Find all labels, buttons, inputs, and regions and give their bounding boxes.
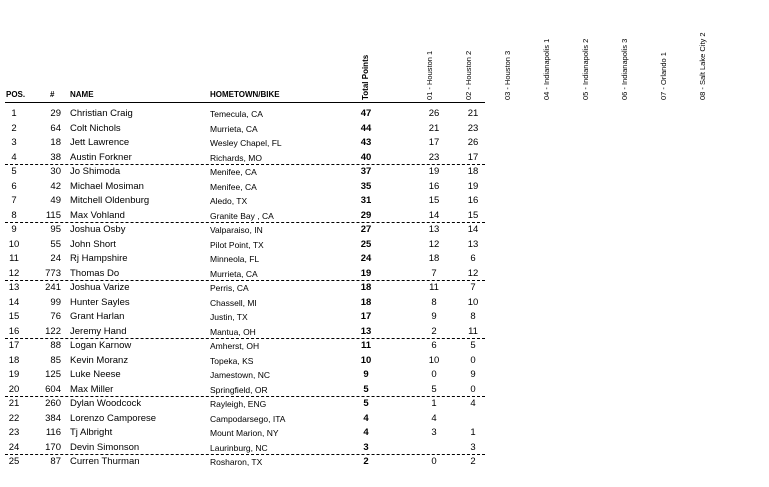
cell-pos: 7 <box>11 195 17 206</box>
cell-pos: 23 <box>8 427 20 438</box>
cell-home: Aledo, TX <box>210 196 248 206</box>
cell-name: Devin Simonson <box>70 441 140 453</box>
cell-num: 125 <box>45 369 61 380</box>
cell-home: Valparaiso, IN <box>210 225 263 235</box>
cell-num: 29 <box>50 108 61 119</box>
cell-pos: 25 <box>8 456 20 467</box>
cell-total: 44 <box>360 122 372 134</box>
cell-r1: 16 <box>428 180 440 192</box>
cell-home: Richards, MO <box>210 152 262 163</box>
table-row <box>0 383 769 397</box>
cell-num: 88 <box>50 340 61 351</box>
cell-num: 38 <box>50 151 61 163</box>
table-row <box>0 267 769 281</box>
table-row <box>0 107 769 121</box>
cell-home: Murrieta, CA <box>210 123 258 134</box>
table-row <box>0 310 769 324</box>
cell-name: Lorenzo Camporese <box>70 412 157 424</box>
cell-num: 85 <box>50 354 61 366</box>
cell-r2: 12 <box>467 267 479 279</box>
cell-total: 19 <box>360 267 372 279</box>
cell-r1: 8 <box>431 296 437 308</box>
cell-home: Perris, CA <box>210 283 249 293</box>
cell-pos: 21 <box>8 398 20 409</box>
cell-r2: 10 <box>467 296 479 308</box>
cell-name: Michael Mosiman <box>70 180 144 192</box>
cell-r1: 0 <box>431 369 437 380</box>
header-divider <box>5 102 485 103</box>
cell-name: Jeremy Hand <box>70 325 127 337</box>
cell-name: Hunter Sayles <box>70 296 130 308</box>
cell-total: 43 <box>360 137 372 148</box>
cell-pos: 3 <box>11 137 17 148</box>
header-round-3: 03 - Houston 3 <box>503 50 512 100</box>
cell-r2: 9 <box>470 369 476 380</box>
cell-name: Jett Lawrence <box>70 137 130 148</box>
cell-total: 27 <box>360 224 372 235</box>
cell-name: Tj Albright <box>70 427 113 438</box>
cell-name: Dylan Woodcock <box>70 398 142 409</box>
cell-pos: 2 <box>11 122 17 134</box>
cell-num: 64 <box>50 122 61 134</box>
cell-r2: 16 <box>467 195 479 206</box>
table-row <box>0 180 769 194</box>
cell-total: 13 <box>360 325 372 337</box>
cell-r1: 11 <box>429 282 439 293</box>
table-row <box>0 281 769 295</box>
cell-total: 18 <box>360 282 372 293</box>
table-row <box>0 325 769 339</box>
table-row <box>0 397 769 411</box>
cell-num: 384 <box>45 412 61 424</box>
cell-r2: 26 <box>467 137 479 148</box>
cell-pos: 24 <box>8 441 20 453</box>
table-row <box>0 354 769 368</box>
cell-home: Menifee, CA <box>210 181 257 192</box>
cell-total: 29 <box>360 209 372 221</box>
cell-num: 773 <box>45 267 61 279</box>
cell-pos: 19 <box>8 369 20 380</box>
table-row <box>0 339 769 353</box>
cell-home: Granite Bay , CA <box>210 210 274 221</box>
table-row <box>0 223 769 237</box>
cell-total: 4 <box>363 427 369 438</box>
cell-r2: 1 <box>470 427 476 438</box>
header-hometown: HOMETOWN/BIKE <box>210 90 280 99</box>
cell-r2: 7 <box>470 282 476 293</box>
cell-name: Logan Karnow <box>70 340 132 351</box>
cell-name: Thomas Do <box>70 267 120 279</box>
cell-home: Jamestown, NC <box>210 370 270 380</box>
cell-r1: 3 <box>431 427 437 438</box>
cell-r1: 1 <box>431 398 437 409</box>
cell-r2: 18 <box>467 166 479 177</box>
cell-home: Mantua, OH <box>210 326 256 337</box>
cell-home: Mount Marion, NY <box>210 428 279 438</box>
cell-num: 116 <box>45 427 61 438</box>
header-pos: POS. <box>6 90 26 99</box>
table-row <box>0 426 769 440</box>
cell-pos: 11 <box>9 253 19 264</box>
table-row <box>0 136 769 150</box>
cell-home: Justin, TX <box>210 312 248 322</box>
table-row <box>0 209 769 223</box>
cell-pos: 1 <box>11 108 17 119</box>
cell-num: 24 <box>50 253 61 264</box>
cell-num: 115 <box>45 209 61 221</box>
cell-num: 18 <box>50 137 61 148</box>
table-row <box>0 441 769 455</box>
cell-name: Colt Nichols <box>70 122 121 134</box>
cell-num: 604 <box>45 383 61 395</box>
cell-pos: 18 <box>8 354 20 366</box>
cell-name: Jo Shimoda <box>70 166 121 177</box>
cell-r2: 8 <box>470 311 476 322</box>
cell-pos: 6 <box>11 180 17 192</box>
cell-home: Rosharon, TX <box>210 457 263 467</box>
cell-num: 87 <box>50 456 61 467</box>
cell-total: 11 <box>360 340 372 351</box>
cell-pos: 5 <box>11 166 17 177</box>
cell-r1: 13 <box>428 224 440 235</box>
cell-home: Menifee, CA <box>210 167 257 177</box>
cell-total: 31 <box>360 195 372 206</box>
table-row <box>0 296 769 310</box>
table-row <box>0 252 769 266</box>
cell-pos: 16 <box>8 325 20 337</box>
table-row <box>0 455 769 469</box>
cell-r2: 6 <box>470 253 476 264</box>
cell-pos: 22 <box>8 412 20 424</box>
cell-home: Wesley Chapel, FL <box>210 138 282 148</box>
cell-r1: 7 <box>431 267 437 279</box>
cell-r2: 2 <box>470 456 476 467</box>
cell-num: 76 <box>50 311 61 322</box>
cell-total: 4 <box>363 412 369 424</box>
header-round-5: 05 - Indianapolis 2 <box>581 38 590 100</box>
header-round-7: 07 - Orlando 1 <box>659 52 668 100</box>
cell-total: 5 <box>363 383 369 395</box>
cell-num: 55 <box>50 238 61 250</box>
cell-r1: 5 <box>431 383 437 395</box>
header-name: NAME <box>70 90 94 99</box>
cell-r1: 10 <box>428 354 440 366</box>
header-total-points: Total Points <box>361 54 370 100</box>
cell-r1: 0 <box>431 456 437 467</box>
cell-r1: 19 <box>428 166 440 177</box>
cell-total: 3 <box>363 441 369 453</box>
cell-total: 10 <box>360 354 372 366</box>
cell-name: Joshua Varize <box>70 282 130 293</box>
cell-pos: 10 <box>8 238 20 250</box>
cell-pos: 17 <box>8 340 20 351</box>
table-row <box>0 122 769 136</box>
cell-name: Max Vohland <box>70 209 125 221</box>
cell-pos: 14 <box>8 296 20 308</box>
cell-pos: 13 <box>8 282 20 293</box>
header-round-8: 08 - Salt Lake City 2 <box>698 32 707 100</box>
cell-total: 47 <box>360 108 372 119</box>
cell-pos: 20 <box>8 383 20 395</box>
header-round-2: 02 - Houston 2 <box>464 50 473 100</box>
cell-num: 241 <box>45 282 61 293</box>
cell-home: Amherst, OH <box>210 341 260 351</box>
table-row <box>0 368 769 382</box>
table-row <box>0 151 769 165</box>
cell-total: 5 <box>363 398 369 409</box>
table-row <box>0 194 769 208</box>
cell-total: 37 <box>360 166 372 177</box>
cell-total: 25 <box>360 238 372 250</box>
cell-home: Campodarsego, ITA <box>210 413 286 424</box>
cell-home: Chassell, MI <box>210 297 257 308</box>
cell-home: Pilot Point, TX <box>210 239 264 250</box>
cell-r1: 15 <box>428 195 440 206</box>
cell-num: 42 <box>50 180 61 192</box>
cell-r2: 0 <box>470 383 476 395</box>
header-round-6: 06 - Indianapolis 3 <box>620 38 629 100</box>
cell-num: 30 <box>50 166 61 177</box>
cell-home: Springfield, OR <box>210 384 268 395</box>
cell-r1: 21 <box>428 122 440 134</box>
cell-num: 99 <box>50 296 61 308</box>
cell-r2: 23 <box>467 122 479 134</box>
cell-r1: 26 <box>428 108 440 119</box>
cell-name: Max Miller <box>70 383 114 395</box>
table-row <box>0 238 769 252</box>
cell-total: 24 <box>360 253 372 264</box>
cell-r2: 17 <box>467 151 479 163</box>
header-round-4: 04 - Indianapolis 1 <box>542 38 551 100</box>
cell-name: Mitchell Oldenburg <box>70 195 150 206</box>
cell-pos: 15 <box>8 311 20 322</box>
cell-r2: 5 <box>470 340 476 351</box>
table-row <box>0 165 769 179</box>
cell-num: 49 <box>50 195 61 206</box>
cell-r2: 19 <box>467 180 479 192</box>
cell-r2: 21 <box>467 108 479 119</box>
cell-num: 122 <box>45 325 61 337</box>
cell-r1: 17 <box>428 137 440 148</box>
cell-num: 260 <box>45 398 61 409</box>
cell-r1: 23 <box>428 151 440 163</box>
cell-total: 2 <box>363 456 369 467</box>
cell-r2: 15 <box>467 209 479 221</box>
cell-total: 35 <box>360 180 372 192</box>
cell-name: Christian Craig <box>70 108 133 119</box>
cell-r2: 0 <box>470 354 476 366</box>
cell-total: 40 <box>360 151 372 163</box>
cell-home: Temecula, CA <box>210 109 263 119</box>
cell-r2: 4 <box>470 398 476 409</box>
cell-name: Curren Thurman <box>70 456 140 467</box>
cell-r1: 4 <box>431 412 437 424</box>
cell-name: Luke Neese <box>70 369 121 380</box>
cell-pos: 8 <box>11 209 17 221</box>
cell-r1: 14 <box>428 209 440 221</box>
cell-name: Joshua Osby <box>70 224 126 235</box>
cell-pos: 9 <box>11 224 17 235</box>
header-number: # <box>50 90 55 99</box>
cell-total: 18 <box>360 296 372 308</box>
cell-name: John Short <box>70 238 116 250</box>
cell-num: 95 <box>50 224 61 235</box>
cell-name: Rj Hampshire <box>70 253 128 264</box>
cell-name: Grant Harlan <box>70 311 125 322</box>
cell-total: 9 <box>363 369 369 380</box>
header-round-1: 01 - Houston 1 <box>425 50 434 100</box>
cell-r1: 9 <box>431 311 437 322</box>
cell-num: 170 <box>45 441 61 453</box>
cell-r1: 12 <box>428 238 440 250</box>
cell-name: Kevin Moranz <box>70 354 129 366</box>
cell-r2: 13 <box>467 238 479 250</box>
cell-r1: 6 <box>431 340 437 351</box>
cell-home: Minneola, FL <box>210 254 260 264</box>
cell-home: Topeka, KS <box>210 355 254 366</box>
cell-name: Austin Forkner <box>70 151 132 163</box>
cell-r2: 11 <box>468 325 478 337</box>
cell-home: Laurinburg, NC <box>210 442 268 453</box>
cell-r1: 2 <box>431 325 437 337</box>
cell-pos: 12 <box>8 267 20 279</box>
cell-r2: 14 <box>467 224 479 235</box>
cell-home: Rayleigh, ENG <box>210 399 267 409</box>
cell-pos: 4 <box>11 151 17 163</box>
cell-r1: 18 <box>428 253 440 264</box>
table-row <box>0 412 769 426</box>
cell-total: 17 <box>360 311 372 322</box>
cell-r2: 3 <box>470 441 476 453</box>
cell-home: Murrieta, CA <box>210 268 258 279</box>
